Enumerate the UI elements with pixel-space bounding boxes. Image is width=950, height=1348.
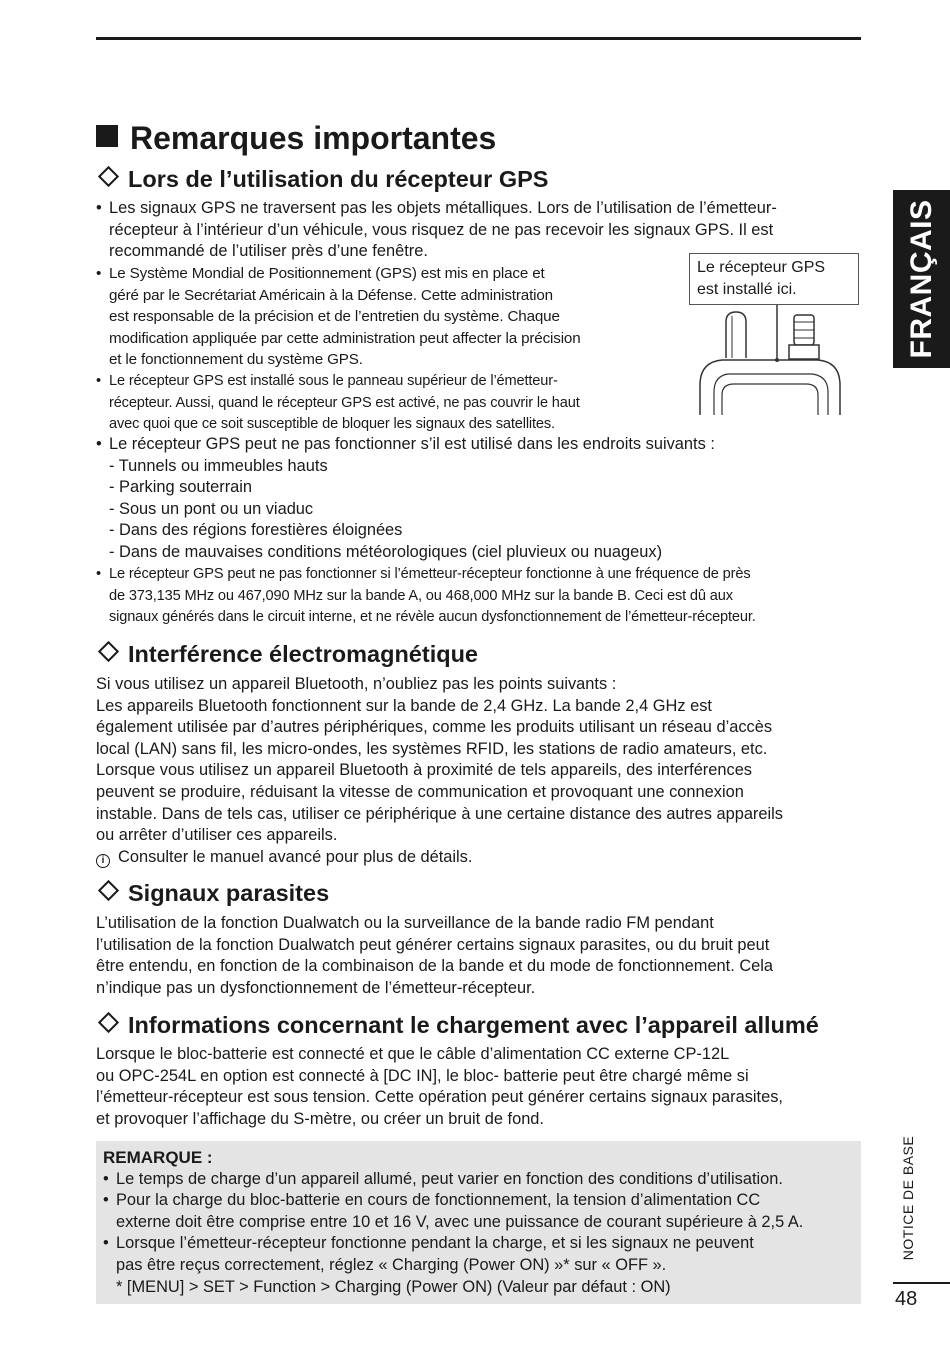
note-title: REMARQUE : (103, 1148, 213, 1167)
gps-callout: Le récepteur GPS est installé ici. (689, 253, 859, 305)
charge-paragraph: Lorsque le bloc-batterie est connecté et que le câble d’alimentation CC externe CP-12L ou OPC-254L en option est connecté à [DC IN], le bloc- batterie peut être chargé même si l’émetteur-récepteur est sous tension. Cette opération peut générer certains signaux parasites, et provoquer l’affichage du S-mètre, ou créer un bruit de fond. (96, 1045, 783, 1128)
diamond-icon (98, 641, 119, 662)
section-label: NOTICE DE BASE (900, 1135, 916, 1260)
info-note: i Consulter le manuel avancé pour plus de détails. (96, 847, 866, 869)
language-tab: FRANÇAIS (893, 190, 950, 368)
diamond-icon (98, 166, 119, 187)
charge-heading: Informations concernant le chargement avec l’appareil allumé (96, 1010, 819, 1040)
square-bullet-icon (96, 125, 118, 147)
emi-paragraph: Si vous utilisez un appareil Bluetooth, n’oubliez pas les points suivants : Les appareils Bluetooth fonctionnent sur la bande de 2,4 GHz. La bande 2,4 GHz est également utilisée par d’autres périphériques, comme les produits utilisant un réseau d’accès local (LAN) sans fil, les micro-ondes, les systèmes RFID, les stations de radio amateurs, etc. Lorsque vous utilisez un appareil Bluetooth à proximité de tels appareils, des interférences peuvent se produire, réduisant la vitesse de communication et provoquant une connexion instable. Dans de tels cas, utiliser ce périphérique à une certaine distance des autres appareils ou arrêter d’utiliser ces appareils. i Consulter le manuel avancé pour plus de détails. (96, 674, 866, 868)
gps-paragraph-2 (96, 263, 686, 371)
list-item: - Parking souterrain (109, 478, 253, 497)
list-item: - Tunnels ou immeubles hauts (109, 456, 328, 475)
parasites-heading: Signaux parasites (96, 878, 329, 908)
parasites-paragraph: L’utilisation de la fonction Dualwatch ou la surveillance de la bande radio FM pendant l’utilisation de la fonction Dualwatch peut générer certains signaux parasites, ou du bruit peut être entendu, en fonction de la combinaison de la bande et du mode de fonctionnement. Cela n’indique pas un dysfonctionnement de l’émetteur-récepteur. (96, 914, 774, 997)
list-item: • Lorsque l’émetteur-récepteur fonctionne pendant la charge, et si les signaux ne peuvent pas être reçus correctement, réglez « Charging (Power ON) »* sur « OFF ». * [MENU] > SET > Function > Charging (Power ON) (Valeur par défaut : ON) (103, 1233, 853, 1298)
list-item: • Le temps de charge d’un appareil allumé, peut varier en fonction des conditions d’utilisation. (103, 1169, 853, 1191)
list-item: • Le récepteur GPS est installé sous le panneau supérieur de l’émetteur- récepteur. Aussi, quand le récepteur GPS est activé, ne pas couvrir le haut avec quoi que ce soit susceptible de bloquer les signaux des satellites. (96, 371, 686, 436)
radio-illustration (690, 300, 850, 415)
diamond-icon (98, 1012, 119, 1033)
list-item: • Le récepteur GPS peut ne pas fonctionner si l’émetteur-récepteur fonctionne à une fréquence de près de 373,135 MHz ou 467,090 MHz sur la bande A, ou 468,000 MHz sur la bande B. Ceci est dû aux signaux générés dans le circuit interne, et ne révèle aucun dysfonctionnement de l’émetteur-récepteur. (96, 564, 866, 629)
list-item: • Les signaux GPS ne traversent pas les objets métalliques. Lors de l’utilisation de l’émetteur- récepteur à l’intérieur d’un véhicule, vous risquez de ne pas recevoir les signaux GPS. Il est recommandé de l’utiliser près d’une fenêtre. (96, 198, 866, 263)
list-item: - Dans des régions forestières éloignées (109, 521, 403, 540)
list-item: - Dans de mauvaises conditions météorologiques (ciel pluvieux ou nuageux) (109, 542, 663, 561)
places-list (96, 456, 866, 564)
page-title: Remarques importantes (96, 120, 496, 157)
note-box (96, 1141, 861, 1304)
gps-paragraph-5 (96, 564, 866, 629)
list-item: • Pour la charge du bloc-batterie en cours de fonctionnement, la tension d’alimentation CC externe doit être comprise entre 10 et 16 V, avec une puissance de courant supérieure à 2,5 A. (103, 1190, 853, 1233)
diamond-icon (98, 880, 119, 901)
list-item: • Le récepteur GPS peut ne pas fonctionner s’il est utilisé dans les endroits suivants : (96, 434, 866, 456)
list-item: • Le Système Mondial de Positionnement (GPS) est mis en place et géré par le Secrétariat Américain à la Défense. Cette administration est responsable de la précision et de l’entretien du système. Chaque modification appliquée par cette administration peut affecter la précision et le fonctionnement du système GPS. (96, 263, 686, 371)
emi-heading: Interférence électromagnétique (96, 639, 478, 669)
page-number-rule (893, 1282, 950, 1284)
radio-drawing (690, 300, 850, 415)
gps-paragraph-3 (96, 371, 686, 436)
page-number: 48 (895, 1288, 918, 1310)
gps-heading: Lors de l’utilisation du récepteur GPS (96, 164, 548, 194)
list-item: - Sous un pont ou un viaduc (109, 499, 314, 518)
info-icon: i (96, 854, 110, 868)
top-rule (96, 37, 861, 40)
gps-paragraph-4 (96, 434, 866, 564)
